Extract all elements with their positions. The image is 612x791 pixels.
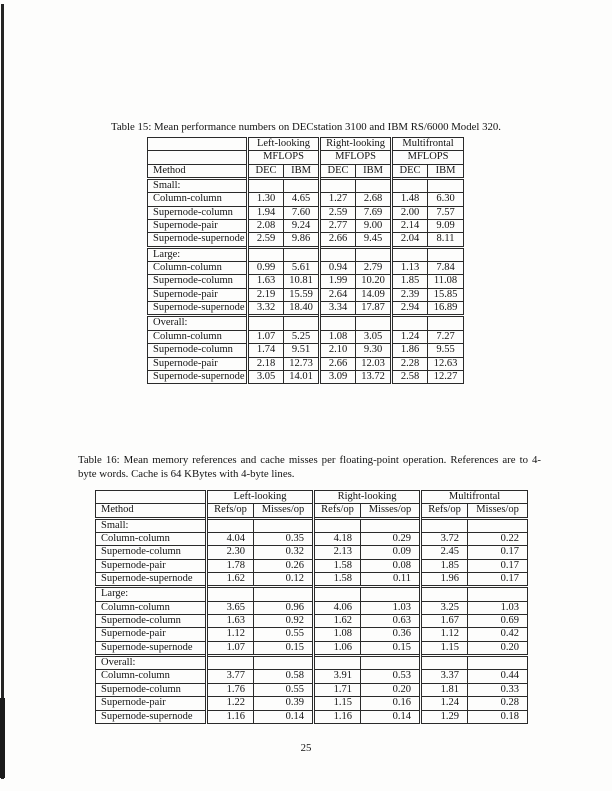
empty-cell — [254, 656, 314, 670]
value-cell: 4.18 — [314, 533, 361, 546]
value-cell: 0.42 — [468, 628, 528, 641]
value-cell: 7.27 — [428, 330, 464, 343]
value-cell: 5.61 — [284, 262, 320, 275]
value-cell: 1.06 — [314, 641, 361, 655]
value-cell: 0.14 — [361, 710, 421, 723]
value-cell: 0.29 — [361, 533, 421, 546]
value-cell: 2.04 — [392, 233, 428, 247]
group-header-cell: Multifrontal — [421, 491, 528, 504]
section-label-cell: Large: — [96, 587, 207, 601]
value-cell: 1.07 — [207, 641, 254, 655]
value-cell: 7.69 — [356, 206, 392, 219]
value-cell: 1.16 — [207, 710, 254, 723]
table-row — [148, 262, 464, 275]
empty-cell — [284, 179, 320, 193]
empty-cell — [468, 518, 528, 532]
group-header-cell: Multifrontal — [392, 138, 464, 151]
value-cell: 1.85 — [421, 559, 468, 572]
table-row — [148, 233, 464, 247]
value-cell: 2.18 — [248, 357, 284, 370]
section-label-cell: Overall: — [96, 656, 207, 670]
value-cell: 2.77 — [320, 220, 356, 233]
empty-cell — [428, 247, 464, 261]
value-cell: 1.62 — [314, 615, 361, 628]
value-cell: 4.04 — [207, 533, 254, 546]
value-cell: 0.12 — [254, 573, 314, 587]
empty-cell — [320, 316, 356, 330]
value-cell: 10.20 — [356, 275, 392, 288]
value-cell: 5.25 — [284, 330, 320, 343]
value-cell: 1.94 — [248, 206, 284, 219]
value-cell: 1.24 — [421, 697, 468, 710]
table15-caption: Table 15: Mean performance numbers on DECstation 3100 and IBM RS/6000 Model 320. — [111, 121, 501, 133]
table-row — [148, 330, 464, 343]
table-row — [148, 206, 464, 219]
value-cell: 3.05 — [248, 370, 284, 383]
value-cell: 1.96 — [421, 573, 468, 587]
value-cell: 1.74 — [248, 344, 284, 357]
section-label-cell: Overall: — [148, 316, 248, 330]
table-row — [148, 357, 464, 370]
value-cell: 2.19 — [248, 288, 284, 301]
value-cell: 3.77 — [207, 670, 254, 683]
table-row — [148, 288, 464, 301]
column-header-cell: DEC — [392, 164, 428, 178]
value-cell: 0.39 — [254, 697, 314, 710]
section-header-row — [148, 179, 464, 193]
value-cell: 4.65 — [284, 193, 320, 206]
empty-cell — [314, 518, 361, 532]
value-cell: 1.99 — [320, 275, 356, 288]
empty-cell — [320, 247, 356, 261]
value-cell: 12.03 — [356, 357, 392, 370]
section-header-row — [96, 656, 528, 670]
method-cell: Supernode-supernode — [96, 641, 207, 655]
value-cell: 1.16 — [314, 710, 361, 723]
value-cell: 2.10 — [320, 344, 356, 357]
empty-cell — [248, 316, 284, 330]
value-cell: 1.12 — [421, 628, 468, 641]
column-header-cell: DEC — [320, 164, 356, 178]
header-spacer-cell — [96, 491, 207, 504]
value-cell: 0.69 — [468, 615, 528, 628]
value-cell: 0.26 — [254, 559, 314, 572]
method-cell: Supernode-pair — [96, 697, 207, 710]
column-header-cell: Misses/op — [468, 504, 528, 518]
value-cell: 2.68 — [356, 193, 392, 206]
method-cell: Supernode-supernode — [96, 573, 207, 587]
value-cell: 1.76 — [207, 683, 254, 696]
value-cell: 6.30 — [428, 193, 464, 206]
value-cell: 14.09 — [356, 288, 392, 301]
column-header-cell: Refs/op — [421, 504, 468, 518]
value-cell: 3.05 — [356, 330, 392, 343]
column-header-cell: Misses/op — [361, 504, 421, 518]
column-header-cell: IBM — [356, 164, 392, 178]
value-cell: 1.27 — [320, 193, 356, 206]
table15-performance — [147, 137, 464, 384]
table-row — [96, 601, 528, 614]
section-header-row — [148, 316, 464, 330]
table16-memory-references — [95, 490, 528, 724]
value-cell: 9.09 — [428, 220, 464, 233]
empty-cell — [284, 247, 320, 261]
value-cell: 9.24 — [284, 220, 320, 233]
value-cell: 0.94 — [320, 262, 356, 275]
value-cell: 9.55 — [428, 344, 464, 357]
empty-cell — [356, 179, 392, 193]
value-cell: 2.14 — [392, 220, 428, 233]
method-cell: Column-column — [96, 533, 207, 546]
value-cell: 0.36 — [361, 628, 421, 641]
table-row — [96, 641, 528, 655]
method-cell: Column-column — [148, 330, 248, 343]
empty-cell — [254, 518, 314, 532]
table-row — [96, 559, 528, 572]
value-cell: 0.99 — [248, 262, 284, 275]
value-cell: 9.86 — [284, 233, 320, 247]
column-header-cell: Refs/op — [314, 504, 361, 518]
column-header-cell: Refs/op — [207, 504, 254, 518]
column-header-cell: DEC — [248, 164, 284, 178]
empty-cell — [320, 179, 356, 193]
method-cell: Supernode-column — [148, 275, 248, 288]
value-cell: 3.65 — [207, 601, 254, 614]
method-header-cell: Method — [96, 504, 207, 518]
table-row — [96, 683, 528, 696]
section-label-cell: Small: — [96, 518, 207, 532]
value-cell: 3.34 — [320, 302, 356, 316]
value-cell: 0.55 — [254, 628, 314, 641]
value-cell: 2.66 — [320, 357, 356, 370]
empty-cell — [314, 656, 361, 670]
value-cell: 0.08 — [361, 559, 421, 572]
value-cell: 2.45 — [421, 546, 468, 559]
sub-header-cell: MFLOPS — [392, 151, 464, 164]
value-cell: 0.15 — [254, 641, 314, 655]
value-cell: 1.08 — [320, 330, 356, 343]
value-cell: 9.00 — [356, 220, 392, 233]
empty-cell — [207, 587, 254, 601]
value-cell: 2.79 — [356, 262, 392, 275]
value-cell: 0.16 — [361, 697, 421, 710]
value-cell: 7.60 — [284, 206, 320, 219]
value-cell: 9.51 — [284, 344, 320, 357]
section-header-row — [96, 518, 528, 532]
value-cell: 1.58 — [314, 573, 361, 587]
value-cell: 2.64 — [320, 288, 356, 301]
value-cell: 14.01 — [284, 370, 320, 383]
value-cell: 1.12 — [207, 628, 254, 641]
method-cell: Supernode-supernode — [148, 302, 248, 316]
value-cell: 3.32 — [248, 302, 284, 316]
table-row — [148, 220, 464, 233]
empty-cell — [207, 518, 254, 532]
group-header-cell: Left-looking — [248, 138, 320, 151]
value-cell: 1.22 — [207, 697, 254, 710]
method-cell: Supernode-supernode — [96, 710, 207, 723]
value-cell: 0.11 — [361, 573, 421, 587]
value-cell: 0.55 — [254, 683, 314, 696]
method-header-cell: Method — [148, 164, 248, 178]
method-cell: Column-column — [96, 670, 207, 683]
value-cell: 15.85 — [428, 288, 464, 301]
empty-cell — [361, 518, 421, 532]
value-cell: 7.57 — [428, 206, 464, 219]
value-cell: 3.37 — [421, 670, 468, 683]
section-header-row — [96, 587, 528, 601]
value-cell: 0.35 — [254, 533, 314, 546]
method-cell: Supernode-pair — [148, 357, 248, 370]
value-cell: 0.17 — [468, 559, 528, 572]
method-cell: Supernode-column — [148, 206, 248, 219]
value-cell: 2.08 — [248, 220, 284, 233]
value-cell: 18.40 — [284, 302, 320, 316]
value-cell: 1.24 — [392, 330, 428, 343]
value-cell: 16.89 — [428, 302, 464, 316]
value-cell: 1.48 — [392, 193, 428, 206]
value-cell: 2.59 — [320, 206, 356, 219]
sub-header-cell: MFLOPS — [248, 151, 320, 164]
value-cell: 2.66 — [320, 233, 356, 247]
empty-cell — [207, 656, 254, 670]
page-number: 25 — [300, 742, 312, 754]
table-row — [148, 344, 464, 357]
value-cell: 2.13 — [314, 546, 361, 559]
value-cell: 0.20 — [361, 683, 421, 696]
value-cell: 0.32 — [254, 546, 314, 559]
value-cell: 1.15 — [421, 641, 468, 655]
sub-header-cell: MFLOPS — [320, 151, 392, 164]
value-cell: 1.03 — [361, 601, 421, 614]
method-cell: Column-column — [148, 262, 248, 275]
group-header-cell: Right-looking — [314, 491, 421, 504]
table-row — [96, 546, 528, 559]
value-cell: 2.00 — [392, 206, 428, 219]
column-header-cell: IBM — [284, 164, 320, 178]
table-row — [148, 275, 464, 288]
column-header-cell: IBM — [428, 164, 464, 178]
value-cell: 1.63 — [248, 275, 284, 288]
empty-cell — [421, 656, 468, 670]
group-header-cell: Left-looking — [207, 491, 314, 504]
value-cell: 0.09 — [361, 546, 421, 559]
table-row — [96, 628, 528, 641]
empty-cell — [314, 587, 361, 601]
value-cell: 0.92 — [254, 615, 314, 628]
value-cell: 2.30 — [207, 546, 254, 559]
section-header-row — [148, 247, 464, 261]
method-cell: Supernode-column — [96, 615, 207, 628]
value-cell: 0.14 — [254, 710, 314, 723]
table-row — [148, 302, 464, 316]
value-cell: 1.07 — [248, 330, 284, 343]
empty-cell — [284, 316, 320, 330]
value-cell: 2.94 — [392, 302, 428, 316]
value-cell: 0.17 — [468, 546, 528, 559]
value-cell: 4.06 — [314, 601, 361, 614]
empty-cell — [254, 587, 314, 601]
value-cell: 1.62 — [207, 573, 254, 587]
value-cell: 1.29 — [421, 710, 468, 723]
method-cell: Supernode-supernode — [148, 370, 248, 383]
section-label-cell: Large: — [148, 247, 248, 261]
value-cell: 12.27 — [428, 370, 464, 383]
method-cell: Supernode-column — [96, 546, 207, 559]
value-cell: 1.67 — [421, 615, 468, 628]
table16-caption: Table 16: Mean memory references and cache misses per floating-point operation. References are to 4-byte words. Cache is 64 KBytes with 4-byte lines. — [78, 454, 541, 480]
empty-cell — [428, 179, 464, 193]
empty-cell — [356, 247, 392, 261]
method-cell: Supernode-pair — [96, 628, 207, 641]
table-row — [96, 710, 528, 723]
value-cell: 8.11 — [428, 233, 464, 247]
empty-cell — [248, 247, 284, 261]
value-cell: 2.59 — [248, 233, 284, 247]
value-cell: 12.73 — [284, 357, 320, 370]
table-row — [148, 193, 464, 206]
value-cell: 0.63 — [361, 615, 421, 628]
value-cell: 2.28 — [392, 357, 428, 370]
column-header-cell: Misses/op — [254, 504, 314, 518]
value-cell: 3.25 — [421, 601, 468, 614]
value-cell: 1.81 — [421, 683, 468, 696]
method-cell: Supernode-column — [96, 683, 207, 696]
empty-cell — [392, 247, 428, 261]
empty-cell — [392, 179, 428, 193]
value-cell: 1.30 — [248, 193, 284, 206]
value-cell: 12.63 — [428, 357, 464, 370]
empty-cell — [468, 656, 528, 670]
table-row — [148, 370, 464, 383]
value-cell: 3.91 — [314, 670, 361, 683]
method-cell: Supernode-pair — [148, 220, 248, 233]
value-cell: 0.58 — [254, 670, 314, 683]
value-cell: 0.20 — [468, 641, 528, 655]
empty-cell — [361, 587, 421, 601]
table-row — [96, 670, 528, 683]
value-cell: 9.45 — [356, 233, 392, 247]
empty-cell — [468, 587, 528, 601]
method-cell: Supernode-pair — [148, 288, 248, 301]
value-cell: 9.30 — [356, 344, 392, 357]
value-cell: 2.58 — [392, 370, 428, 383]
value-cell: 1.78 — [207, 559, 254, 572]
value-cell: 0.17 — [468, 573, 528, 587]
value-cell: 3.72 — [421, 533, 468, 546]
value-cell: 0.15 — [361, 641, 421, 655]
value-cell: 1.03 — [468, 601, 528, 614]
value-cell: 1.86 — [392, 344, 428, 357]
value-cell: 0.22 — [468, 533, 528, 546]
table-row — [96, 573, 528, 587]
method-cell: Supernode-supernode — [148, 233, 248, 247]
value-cell: 15.59 — [284, 288, 320, 301]
value-cell: 1.63 — [207, 615, 254, 628]
value-cell: 1.15 — [314, 697, 361, 710]
empty-cell — [428, 316, 464, 330]
value-cell: 0.33 — [468, 683, 528, 696]
value-cell: 0.18 — [468, 710, 528, 723]
value-cell: 10.81 — [284, 275, 320, 288]
value-cell: 0.96 — [254, 601, 314, 614]
value-cell: 0.28 — [468, 697, 528, 710]
value-cell: 0.53 — [361, 670, 421, 683]
value-cell: 0.44 — [468, 670, 528, 683]
empty-cell — [248, 179, 284, 193]
value-cell: 1.08 — [314, 628, 361, 641]
method-cell: Column-column — [148, 193, 248, 206]
table-row — [96, 697, 528, 710]
group-header-cell: Right-looking — [320, 138, 392, 151]
header-spacer-cell — [148, 151, 248, 164]
header-spacer-cell — [148, 138, 248, 151]
value-cell: 1.58 — [314, 559, 361, 572]
table-row — [96, 533, 528, 546]
value-cell: 1.13 — [392, 262, 428, 275]
value-cell: 13.72 — [356, 370, 392, 383]
method-cell: Supernode-pair — [96, 559, 207, 572]
table-row — [96, 615, 528, 628]
value-cell: 1.71 — [314, 683, 361, 696]
method-cell: Column-column — [96, 601, 207, 614]
value-cell: 1.85 — [392, 275, 428, 288]
value-cell: 7.84 — [428, 262, 464, 275]
empty-cell — [421, 518, 468, 532]
value-cell: 2.39 — [392, 288, 428, 301]
empty-cell — [356, 316, 392, 330]
scan-artifact-bottom-left — [0, 698, 5, 778]
value-cell: 3.09 — [320, 370, 356, 383]
empty-cell — [421, 587, 468, 601]
empty-cell — [392, 316, 428, 330]
method-cell: Supernode-column — [148, 344, 248, 357]
section-label-cell: Small: — [148, 179, 248, 193]
empty-cell — [361, 656, 421, 670]
value-cell: 17.87 — [356, 302, 392, 316]
value-cell: 11.08 — [428, 275, 464, 288]
